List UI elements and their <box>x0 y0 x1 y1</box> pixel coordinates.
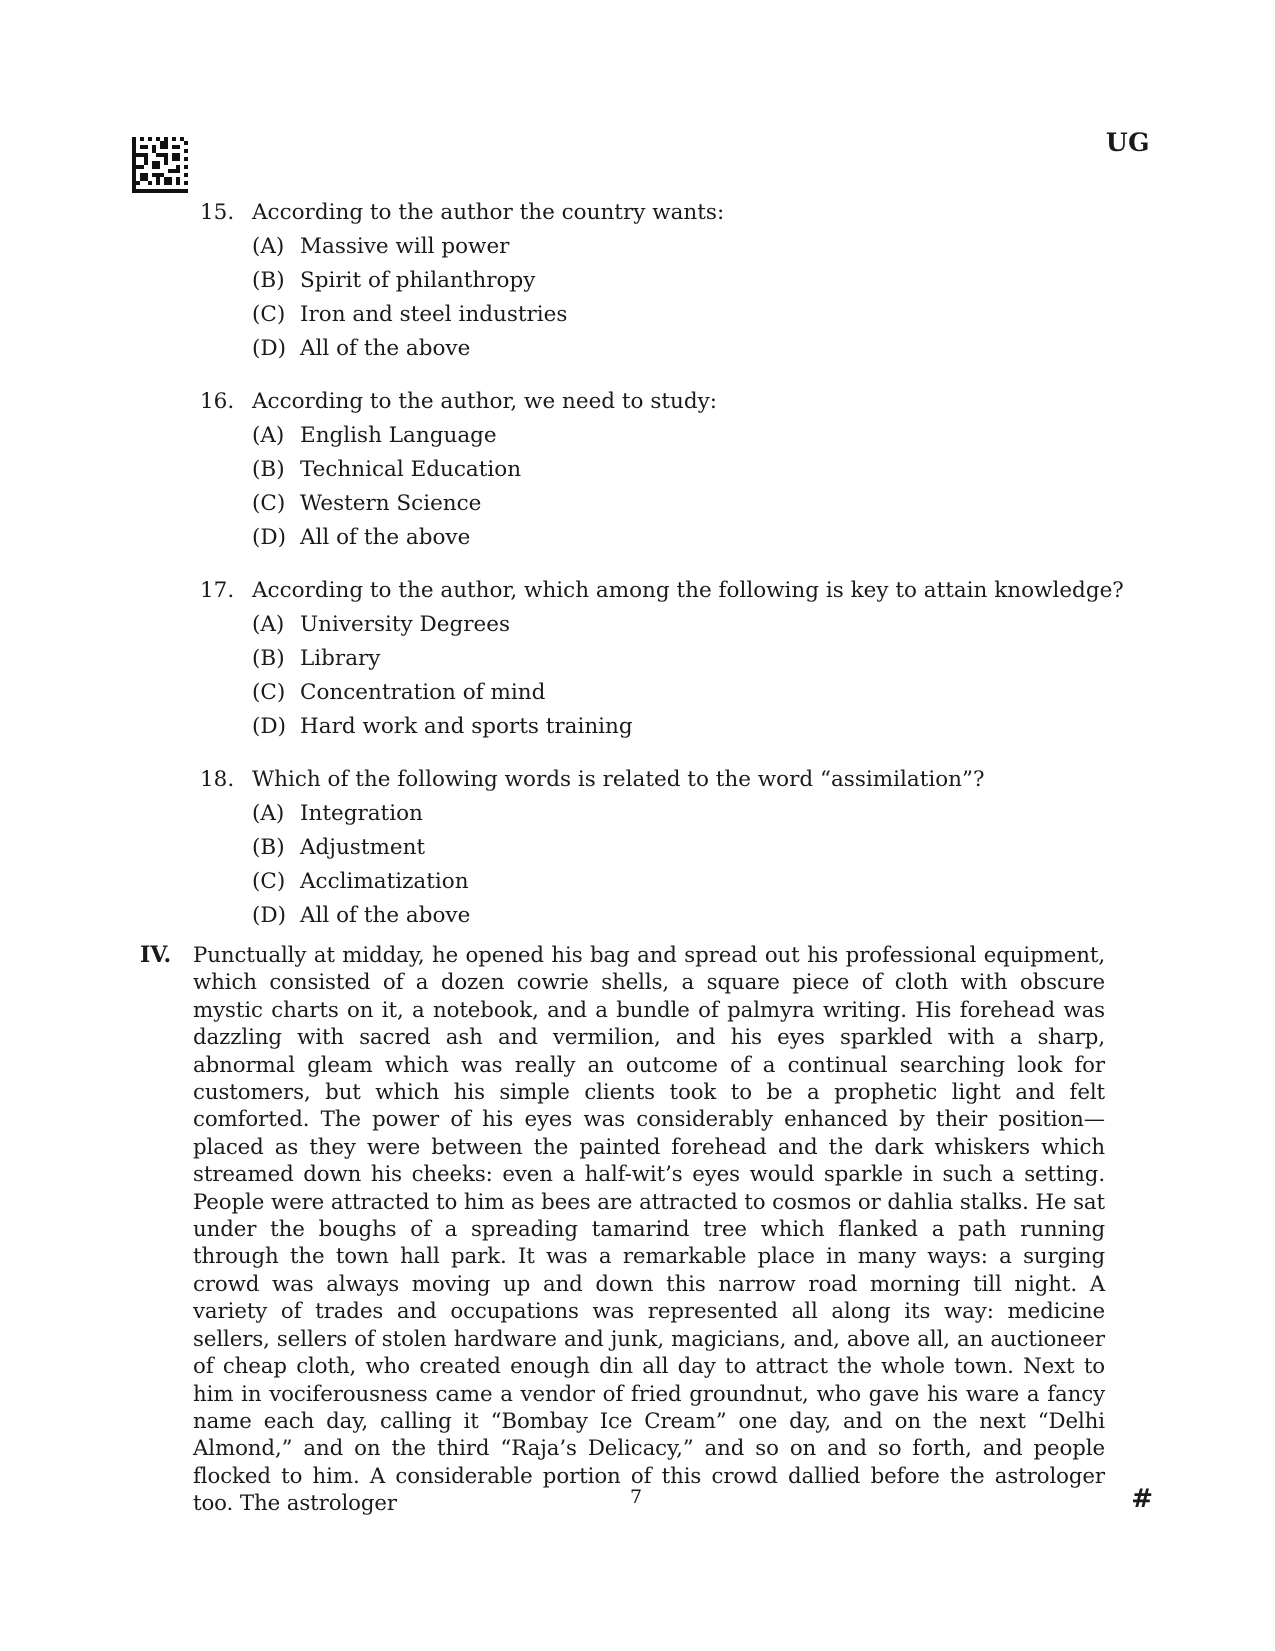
option-letter: (D) <box>252 902 287 928</box>
question-list <box>200 195 1124 951</box>
option-letter: (A) <box>252 422 285 448</box>
page-number: 7 <box>630 1486 643 1508</box>
question-number: 17. <box>200 577 235 603</box>
option-a <box>252 796 1100 830</box>
option-letter: (C) <box>252 301 286 327</box>
option-text: English Language <box>300 422 497 448</box>
option-c <box>252 864 1100 898</box>
option-letter: (A) <box>252 233 285 259</box>
option-c <box>252 486 1100 520</box>
option-letter: (C) <box>252 490 286 516</box>
option-letter: (C) <box>252 868 286 894</box>
option-text: University Degrees <box>300 611 511 637</box>
option-letter: (D) <box>252 713 287 739</box>
option-letter: (D) <box>252 335 287 361</box>
option-b <box>252 263 1100 297</box>
exam-code-label: UG <box>1105 128 1150 157</box>
option-b <box>252 830 1100 864</box>
option-d <box>252 331 1100 365</box>
option-d <box>252 898 1100 932</box>
option-text: Spirit of philanthropy <box>300 267 536 293</box>
option-list <box>200 607 1100 743</box>
option-letter: (B) <box>252 645 285 671</box>
option-d <box>252 709 1100 743</box>
option-text: Hard work and sports training <box>300 713 633 739</box>
option-text: All of the above <box>300 335 471 361</box>
option-letter: (A) <box>252 611 285 637</box>
option-c <box>252 675 1100 709</box>
question-number: 18. <box>200 766 235 792</box>
option-letter: (C) <box>252 679 286 705</box>
option-text: Iron and steel industries <box>300 301 568 327</box>
option-text: Acclimatization <box>300 868 469 894</box>
option-list <box>200 796 1100 932</box>
option-text: Western Science <box>300 490 482 516</box>
option-letter: (A) <box>252 800 285 826</box>
option-b <box>252 452 1100 486</box>
option-c <box>252 297 1100 331</box>
question-18 <box>200 762 1100 932</box>
question-15 <box>200 195 1100 365</box>
question-stem <box>200 384 1100 418</box>
option-text: Massive will power <box>300 233 510 259</box>
option-a <box>252 229 1100 263</box>
option-list <box>200 229 1100 365</box>
option-a <box>252 418 1100 452</box>
option-list <box>200 418 1100 554</box>
option-letter: (D) <box>252 524 287 550</box>
option-letter: (B) <box>252 456 285 482</box>
passage-section <box>140 942 1105 1518</box>
page-mark: # <box>1131 1484 1153 1514</box>
question-text: According to the author the country wants: <box>252 199 725 225</box>
question-text: According to the author, which among the following is key to attain knowledge? <box>252 577 1124 603</box>
option-text: All of the above <box>300 902 471 928</box>
option-text: All of the above <box>300 524 471 550</box>
qr-code-icon <box>132 137 188 193</box>
option-d <box>252 520 1100 554</box>
option-text: Library <box>300 645 381 671</box>
question-number: 16. <box>200 388 235 414</box>
question-text: According to the author, we need to study: <box>252 388 718 414</box>
option-text: Adjustment <box>300 834 426 860</box>
question-stem <box>200 762 1100 796</box>
question-17 <box>200 573 1124 743</box>
option-text: Technical Education <box>300 456 522 482</box>
option-a <box>252 607 1100 641</box>
question-stem <box>200 195 1100 229</box>
option-text: Concentration of mind <box>300 679 546 705</box>
passage-text: Punctually at midday, he opened his bag and spread out his professional equipment, which consisted of a dozen cowrie shells, a square piece of cloth with obscure mystic charts on it, a notebook, and a bundle of palmyra writing. His forehead was dazzling with sacred ash and vermilion, and his eyes sparkled with a sharp, abnormal gleam which was really an outcome of a continual searching look for customers, but which his simple clients took to be a prophetic light and felt comforted. The power of his eyes was considerably enhanced by their position—placed as they were between the painted forehead and the dark whiskers which streamed down his cheeks: even a half-wit’s eyes would sparkle in such a setting. People were attracted to him as bees are attracted to cosmos or dahlia stalks. He sat under the boughs of a spreading tamarind tree which flanked a path running through the town hall park. It was a remarkable place in many ways: a surging crowd was always moving up and down this narrow road morning till night. A variety of trades and occupations was represented all along its way: medicine sellers, sellers of stolen hardware and junk, magicians, and, above all, an auctioneer of cheap cloth, who created enough din all day to attract the whole town. Next to him in vociferousness came a vendor of fried groundnut, who gave his ware a fancy name each day, calling it “Bombay Ice Cream” one day, and on the next “Delhi Almond,” and on the third “Raja’s Delicacy,” and so on and so forth, and people flocked to him. A considerable portion of this crowd dallied before the astrologer too. The astrologer <box>193 943 1105 1517</box>
option-text: Integration <box>300 800 423 826</box>
option-letter: (B) <box>252 267 285 293</box>
question-text: Which of the following words is related to the word “assimilation”? <box>252 766 985 792</box>
question-stem <box>200 573 1124 607</box>
question-number: 15. <box>200 199 235 225</box>
section-number: IV. <box>140 942 172 968</box>
option-letter: (B) <box>252 834 285 860</box>
option-b <box>252 641 1100 675</box>
question-16 <box>200 384 1100 554</box>
